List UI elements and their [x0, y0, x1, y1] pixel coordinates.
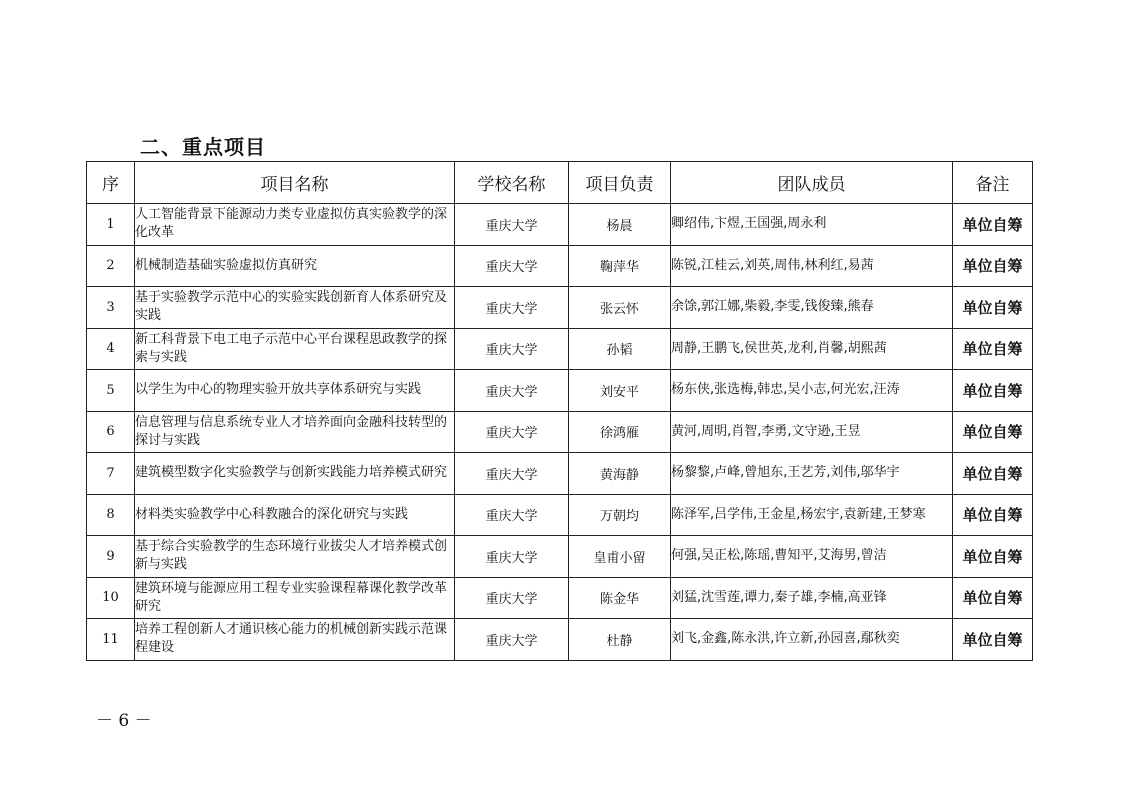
project-leader: 陈金华 — [569, 577, 671, 619]
table-row — [87, 494, 1033, 536]
project-leader: 张云怀 — [569, 287, 671, 329]
table-row — [87, 245, 1033, 287]
project-leader: 刘安平 — [569, 370, 671, 412]
school-name: 重庆大学 — [455, 494, 569, 536]
project-name: 建筑模型数字化实验教学与创新实践能力培养模式研究 — [135, 453, 455, 495]
school-name: 重庆大学 — [455, 536, 569, 578]
table-row — [87, 411, 1033, 453]
project-leader: 皇甫小留 — [569, 536, 671, 578]
note: 单位自筹 — [953, 287, 1033, 329]
team-members: 陈锐,江桂云,刘英,周伟,林利红,易茜 — [671, 245, 953, 287]
row-number: 5 — [87, 370, 135, 412]
row-number: 9 — [87, 536, 135, 578]
project-name: 信息管理与信息系统专业人才培养面向金融科技转型的探讨与实践 — [135, 411, 455, 453]
note: 单位自筹 — [953, 328, 1033, 370]
row-number: 1 — [87, 204, 135, 246]
table-row — [87, 453, 1033, 495]
project-leader: 鞠萍华 — [569, 245, 671, 287]
note: 单位自筹 — [953, 619, 1033, 661]
school-name: 重庆大学 — [455, 453, 569, 495]
note: 单位自筹 — [953, 453, 1033, 495]
team-members: 杨东侠,张选梅,韩忠,吴小志,何光宏,汪涛 — [671, 370, 953, 412]
page-number: － 6 － — [96, 711, 152, 731]
project-leader: 杨晨 — [569, 204, 671, 246]
team-members: 刘飞,金鑫,陈永洪,许立新,孙园喜,鄢秋奕 — [671, 619, 953, 661]
row-number: 11 — [87, 619, 135, 661]
table-row — [87, 619, 1033, 661]
school-name: 重庆大学 — [455, 577, 569, 619]
row-number: 6 — [87, 411, 135, 453]
project-name: 材料类实验教学中心科教融合的深化研究与实践 — [135, 494, 455, 536]
section-title: 二、重点项目 — [140, 135, 266, 159]
project-leader: 黄海静 — [569, 453, 671, 495]
school-name: 重庆大学 — [455, 245, 569, 287]
project-name: 机械制造基础实验虚拟仿真研究 — [135, 245, 455, 287]
table-row — [87, 204, 1033, 246]
table-header-row — [87, 162, 1033, 204]
project-name: 人工智能背景下能源动力类专业虚拟仿真实验教学的深化改革 — [135, 204, 455, 246]
school-name: 重庆大学 — [455, 619, 569, 661]
header-school: 学校名称 — [455, 162, 569, 204]
note: 单位自筹 — [953, 577, 1033, 619]
project-name: 基于综合实验教学的生态环境行业拔尖人才培养模式创新与实践 — [135, 536, 455, 578]
team-members: 卿绍伟,卞煜,王国强,周永利 — [671, 204, 953, 246]
header-seq: 序 — [87, 162, 135, 204]
project-leader: 孙韬 — [569, 328, 671, 370]
school-name: 重庆大学 — [455, 411, 569, 453]
note: 单位自筹 — [953, 411, 1033, 453]
note: 单位自筹 — [953, 204, 1033, 246]
school-name: 重庆大学 — [455, 370, 569, 412]
project-name: 以学生为中心的物理实验开放共享体系研究与实践 — [135, 370, 455, 412]
row-number: 7 — [87, 453, 135, 495]
header-note: 备注 — [953, 162, 1033, 204]
team-members: 黄河,周明,肖智,李勇,文守逊,王昱 — [671, 411, 953, 453]
project-name: 基于实验教学示范中心的实验实践创新育人体系研究及实践 — [135, 287, 455, 329]
table-row — [87, 370, 1033, 412]
row-number: 4 — [87, 328, 135, 370]
note: 单位自筹 — [953, 536, 1033, 578]
table-row — [87, 536, 1033, 578]
header-project-name: 项目名称 — [135, 162, 455, 204]
header-team: 团队成员 — [671, 162, 953, 204]
project-leader: 徐鸿雁 — [569, 411, 671, 453]
row-number: 10 — [87, 577, 135, 619]
row-number: 2 — [87, 245, 135, 287]
team-members: 陈泽军,吕学伟,王金星,杨宏宇,袁新建,王梦寒 — [671, 494, 953, 536]
project-name: 建筑环境与能源应用工程专业实验课程幕课化教学改革研究 — [135, 577, 455, 619]
school-name: 重庆大学 — [455, 287, 569, 329]
project-name: 培养工程创新人才通识核心能力的机械创新实践示范课程建设 — [135, 619, 455, 661]
row-number: 8 — [87, 494, 135, 536]
table-row — [87, 287, 1033, 329]
project-leader: 杜静 — [569, 619, 671, 661]
school-name: 重庆大学 — [455, 204, 569, 246]
note: 单位自筹 — [953, 494, 1033, 536]
project-leader: 万朝均 — [569, 494, 671, 536]
note: 单位自筹 — [953, 245, 1033, 287]
team-members: 何强,吴正松,陈瑶,曹知平,艾海男,曾洁 — [671, 536, 953, 578]
project-name: 新工科背景下电工电子示范中心平台课程思政教学的探索与实践 — [135, 328, 455, 370]
table-row — [87, 577, 1033, 619]
team-members: 周静,王鹏飞,侯世英,龙利,肖馨,胡熙茜 — [671, 328, 953, 370]
team-members: 余馀,郭江娜,柴毅,李雯,钱俊臻,熊春 — [671, 287, 953, 329]
team-members: 杨黎黎,卢峰,曾旭东,王艺芳,刘伟,邬华宇 — [671, 453, 953, 495]
table-row — [87, 328, 1033, 370]
note: 单位自筹 — [953, 370, 1033, 412]
row-number: 3 — [87, 287, 135, 329]
header-leader: 项目负责 — [569, 162, 671, 204]
projects-table — [86, 161, 1033, 661]
team-members: 刘猛,沈雪莲,谭力,秦子雄,李楠,高亚锋 — [671, 577, 953, 619]
school-name: 重庆大学 — [455, 328, 569, 370]
